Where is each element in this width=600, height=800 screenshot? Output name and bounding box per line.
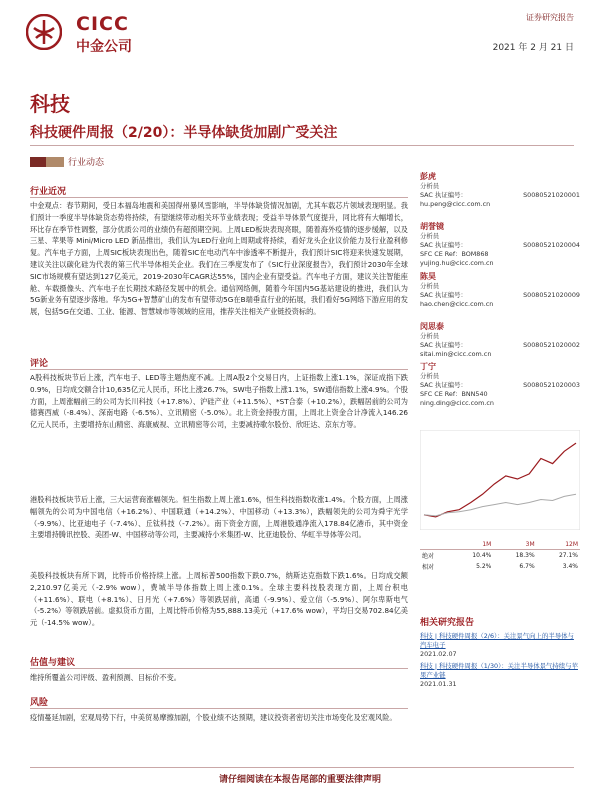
sac-number: S0080521020001 [523, 191, 580, 199]
analyst-name: 彭虎 [420, 172, 436, 181]
analyst-role: 分析员 [420, 332, 440, 340]
analyst-card [420, 172, 580, 209]
sac-number: S0080521020009 [523, 291, 580, 299]
sac-number: S0080521020002 [523, 341, 580, 349]
related-report-title[interactable]: 科技 | 科技硬件周报（2/6）：关注景气向上的半导体与汽车电子 [420, 632, 574, 649]
valuation-text: 维持所覆盖公司评级、盈利预测、目标价不变。 [30, 673, 181, 682]
sac-number: S0080521020004 [523, 241, 580, 249]
sac-label: SAC 执证编号： [420, 291, 467, 299]
related-report-date: 2021.01.31 [420, 680, 457, 688]
cicc-logo-mark [26, 14, 62, 50]
analyst-email[interactable]: hao.chen@cicc.com.cn [420, 300, 494, 308]
title-divider [30, 145, 574, 146]
logo-english: CICC [76, 13, 129, 35]
related-report-1[interactable] [420, 632, 580, 659]
sac-label: SAC 执证编号： [420, 381, 467, 389]
report-date: 2021 年 2 月 21 日 [492, 43, 574, 53]
table-row [420, 561, 580, 572]
table-row [420, 550, 580, 562]
analyst-email[interactable]: ning.ding@cicc.com.cn [420, 399, 494, 407]
analyst-card [420, 272, 580, 309]
related-report-date: 2021.02.07 [420, 650, 457, 658]
sac-label: SAC 执证编号： [420, 341, 467, 349]
sac-label: SAC 执证编号： [420, 191, 467, 199]
analyst-card [420, 222, 580, 268]
logo-chinese: 中金公司 [76, 39, 132, 55]
report-type: 证券研究报告 [526, 13, 574, 22]
analyst-name: 丁宁 [420, 362, 436, 371]
analyst-role: 分析员 [420, 282, 440, 290]
overview-text: 中金观点：春节期间，受日本福岛地震和美国得州暴风雪影响，半导体缺货情况加剧，尤其车载芯片领域表现明显。我们预计一季度半导体缺货态势将持续，有望继续带动相关环节业绩表现；受益半导体景气度提升，同比将有大幅增长，环比存在季节性调整，部分优质公司的业绩仍有超预期空间。上周LED板块表现亮眼，随着海外疫情的逐步缓解，以及三星、苹果等 Mini/Micro LED 新品推出，我们认为LED行业向上周期或将持续，看好龙头企业议价能力及行业盈利修复。汽车电子方面，上周SIC板块表现出色，随着SIC在电动汽车中渗透率不断提升，我们预计SIC将迎来快速发展期，建议关注以碳化硅为代表的第三代半导体相关企业。我们在三季度发布了《SIC行业深度报告》，我们预计2030年全球SIC市场规模有望达到127亿美元，2019-2030年CAGR达55%，国内企业有望受益。汽车电子方面，建议关注智能座舱、车载摄像头、汽车电子在长期技术路径发展中的机会。通信网络侧，随着今年国内5G基站建设的推进，我们认为5G新业务有望逐步落地。华为5G+智慧矿山的发布有望带动5G在B端垂直行业的拓展，我们看好5G网络下游应用的发展，包括5G在交通、工业、能源、智慧城市等领域的应用，推荐关注相关产业链投资标的。 [30, 201, 408, 317]
risk-text: 疫情蔓延加剧，宏观局势下行，中美贸易摩擦加剧，个股业绩不达预期，建议投资者密切关注市场变化及宏观风险。 [30, 713, 397, 722]
table-cell: 绝对 [422, 553, 435, 560]
analyst-email[interactable]: sitai.min@cicc.com.cn [420, 350, 492, 358]
sfc-label: SFC CE Ref： [420, 250, 462, 258]
overview-divider [30, 197, 408, 198]
table-header: 3M [493, 540, 536, 550]
table-header [420, 540, 450, 550]
sfc-number: BOM868 [461, 250, 489, 258]
footer-divider [30, 767, 574, 768]
risk-heading: 风险 [30, 698, 49, 708]
table-cell: 27.1% [558, 552, 578, 559]
analyst-email[interactable]: hu.peng@cicc.com.cn [420, 200, 491, 208]
review-heading: 评论 [30, 359, 49, 369]
valuation-divider [30, 668, 408, 669]
analyst-role: 分析员 [420, 182, 440, 190]
review-paragraph-3: 美股科技板块有所下调，比特币价格持续上涨。上周标普500指数下跌0.7%，纳斯达克指数下跌1.6%。日均成交额2,210.97亿美元（-2.9% wow），费城半导体指数上周上涨0.1%。全球主要科技股表现方面，上周台积电（+11.6%）、联电（+8.1%）、日月光（+7.6%）等领跌居前，高通（-9.9%）、爱立信（-5.9%）、阿尔卑斯电气（-5.2%）等领跌居前。虚拟货币方面，上周比特币价格为55,888.13美元（+17.6% wow），平均日交易702.84亿美元（-14.5% wow）。 [30, 571, 408, 628]
table-cell: 3.4% [562, 563, 578, 570]
sector-title: 科技 [30, 92, 70, 116]
risk-divider [30, 708, 408, 709]
table-header: 12M [537, 540, 580, 550]
analyst-card [420, 362, 580, 408]
tag-bar-accent [46, 157, 64, 167]
analyst-name: 陈昊 [420, 272, 436, 281]
analyst-name: 闵思泰 [420, 322, 444, 331]
sac-number: S0080521020003 [523, 381, 580, 389]
series-line-2 [424, 494, 576, 516]
related-report-title[interactable]: 科技 | 科技硬件周报（1/30）：关注半导体景气持续与苹果产业链 [420, 662, 578, 679]
table-header: 1M [450, 540, 493, 550]
analyst-role: 分析员 [420, 372, 440, 380]
sfc-number: BNN540 [461, 390, 488, 398]
performance-table [420, 540, 580, 572]
table-cell: 18.3% [515, 552, 535, 559]
table-cell: 6.7% [519, 563, 535, 570]
report-title: 科技硬件周报（2/20）：半导体缺货加剧广受关注 [30, 125, 338, 141]
report-tag: 行业动态 [68, 158, 105, 168]
analyst-card [420, 322, 580, 359]
analyst-email[interactable]: yujing.hu@cicc.com.cn [420, 259, 494, 267]
table-cell: 5.2% [476, 563, 492, 570]
table-cell: 相对 [422, 564, 435, 571]
related-report-2[interactable] [420, 662, 580, 689]
analyst-role: 分析员 [420, 232, 440, 240]
valuation-heading: 估值与建议 [30, 658, 76, 668]
performance-chart [420, 430, 580, 530]
review-paragraph-1: A股科技板块节后上涨，汽车电子、LED等主题热度不减。上周A股2个交易日内，上证指数上涨1.1%，深证成指下跌0.9%，日均成交额合计10,635亿元人民币，环比上涨26.7%，SW电子指数上涨1.1%，SW通信指数上涨4.9%。个股方面，上周涨幅前三的公司为长川科技（+17.8%）、沪硅产业（+11.5%）、*ST合泰（+10.2%），跌幅居前的公司为德赛西威（-8.4%）、深南电路（-6.5%）、立讯精密（-5.0%）。北上资金持股方面，上周北上资金合计净流入146.26亿元人民币，主要增持东山精密、海康威视、立讯精密等公司，主要减持歌尔股份、欣旺达、京东方等。 [30, 373, 408, 430]
sfc-label: SFC CE Ref： [420, 390, 462, 398]
related-reports-heading: 相关研究报告 [420, 618, 475, 628]
review-paragraph-2: 港股科技板块节后上涨，三大运营商涨幅领先。恒生指数上周上涨1.6%，恒生科技指数收涨1.4%。个股方面，上周涨幅领先的公司为中国电信（+16.2%）、中国联通（+14.2%）、中国移动（+13.3%），跌幅领先的公司为舜宇光学（-9.9%）、比亚迪电子（-7.4%）、丘钛科技（-7.2%）。南下资金方面，上周港股通净流入178.84亿港币，其中资金主要增持腾讯控股、美团-W、中国移动等公司，主要减持小米集团-W、比亚迪股份、华虹半导体等公司。 [30, 495, 408, 540]
overview-heading: 行业近况 [30, 187, 67, 197]
table-cell: 10.4% [472, 552, 492, 559]
series-line-1 [424, 443, 576, 517]
review-divider [30, 369, 408, 370]
legal-footer: 请仔细阅读在本报告尾部的重要法律声明 [218, 775, 381, 785]
analyst-name: 胡誉镜 [420, 222, 444, 231]
sac-label: SAC 执证编号： [420, 241, 467, 249]
